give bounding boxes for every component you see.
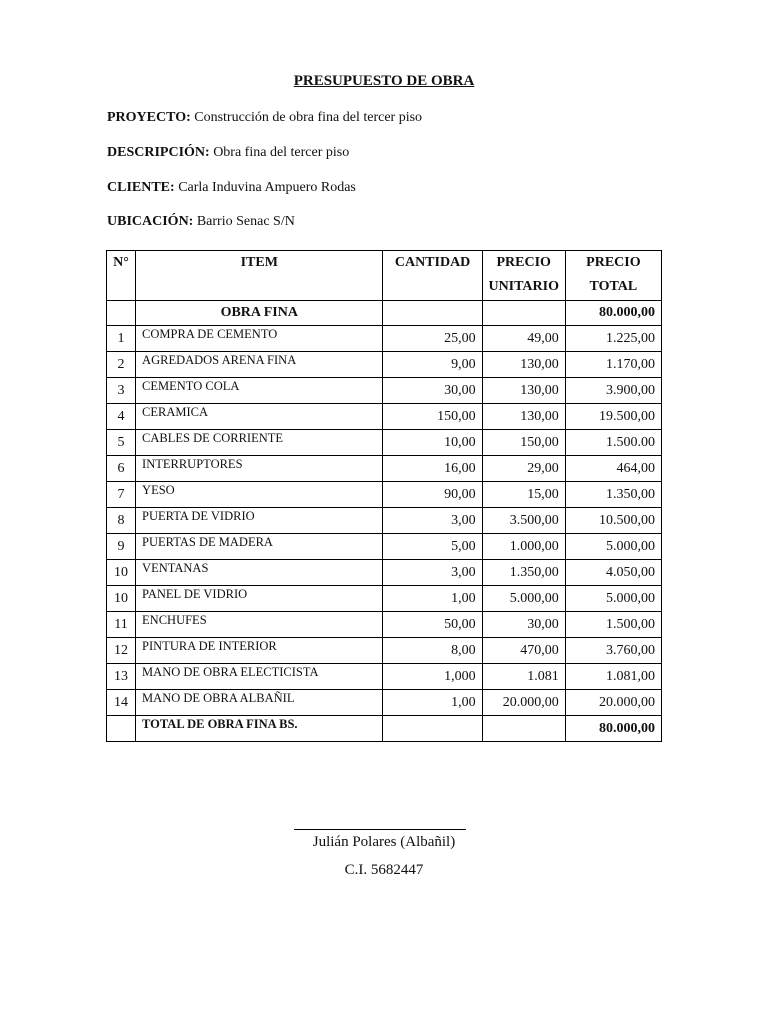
row-precio-unitario: 1.350,00 [482, 560, 565, 586]
row-number: 13 [107, 664, 136, 690]
table-row [107, 612, 662, 638]
header-precio-total-line2: TOTAL [589, 279, 638, 294]
row-precio-unitario: 130,00 [482, 378, 565, 404]
row-number: 9 [107, 534, 136, 560]
section-row [107, 301, 662, 326]
header-item: ITEM [136, 251, 383, 301]
table-row [107, 560, 662, 586]
row-item: INTERRUPTORES [136, 456, 383, 482]
row-number: 5 [107, 430, 136, 456]
description-value: Obra fina del tercer piso [213, 145, 350, 160]
project-line [107, 110, 422, 126]
row-precio-unitario: 130,00 [482, 352, 565, 378]
location-label: UBICACIÓN: [107, 214, 194, 229]
row-precio-total: 1.225,00 [565, 326, 661, 352]
row-item: PUERTA DE VIDRIO [136, 508, 383, 534]
table-row [107, 404, 662, 430]
table-row [107, 378, 662, 404]
row-cantidad: 9,00 [383, 352, 482, 378]
row-precio-total: 1.081,00 [565, 664, 661, 690]
row-number: 3 [107, 378, 136, 404]
row-precio-unitario: 130,00 [482, 404, 565, 430]
row-number: 6 [107, 456, 136, 482]
description-line [107, 145, 349, 161]
row-cantidad: 10,00 [383, 430, 482, 456]
row-number: 7 [107, 482, 136, 508]
project-value: Construcción de obra fina del tercer piso [194, 110, 423, 125]
client-value: Carla Induvina Ampuero Rodas [178, 180, 356, 195]
client-label: CLIENTE: [107, 180, 175, 195]
row-number: 12 [107, 638, 136, 664]
row-precio-unitario: 30,00 [482, 612, 565, 638]
section-label: OBRA FINA [136, 301, 383, 326]
signature-name: Julián Polares (Albañil) [312, 834, 456, 850]
row-cantidad: 1,000 [383, 664, 482, 690]
row-cantidad: 150,00 [383, 404, 482, 430]
row-cantidad: 30,00 [383, 378, 482, 404]
row-cantidad: 25,00 [383, 326, 482, 352]
row-item: YESO [136, 482, 383, 508]
row-item: VENTANAS [136, 560, 383, 586]
row-precio-unitario: 49,00 [482, 326, 565, 352]
row-precio-unitario: 1.081 [482, 664, 565, 690]
row-precio-unitario: 15,00 [482, 482, 565, 508]
row-cantidad: 8,00 [383, 638, 482, 664]
section-total: 80.000,00 [565, 301, 661, 326]
row-item: PANEL DE VIDRIO [136, 586, 383, 612]
row-item: COMPRA DE CEMENTO [136, 326, 383, 352]
row-precio-total: 3.900,00 [565, 378, 661, 404]
row-number: 14 [107, 690, 136, 716]
table-header-row [107, 251, 662, 301]
row-precio-total: 10.500,00 [565, 508, 661, 534]
row-precio-total: 464,00 [565, 456, 661, 482]
location-value: Barrio Senac S/N [196, 214, 295, 229]
row-item: CEMENTO COLA [136, 378, 383, 404]
row-item: CERAMICA [136, 404, 383, 430]
row-precio-unitario: 3.500,00 [482, 508, 565, 534]
row-precio-total: 19.500,00 [565, 404, 661, 430]
row-precio-total: 1.170,00 [565, 352, 661, 378]
row-number: 2 [107, 352, 136, 378]
footer-total: 80.000,00 [565, 716, 661, 742]
table-row [107, 690, 662, 716]
row-number: 1 [107, 326, 136, 352]
client-line [107, 180, 356, 196]
row-precio-total: 5.000,00 [565, 586, 661, 612]
table-row [107, 586, 662, 612]
row-item: ENCHUFES [136, 612, 383, 638]
row-precio-unitario: 20.000,00 [482, 690, 565, 716]
section-n [107, 301, 136, 326]
row-cantidad: 1,00 [383, 586, 482, 612]
footer-row [107, 716, 662, 742]
footer-cantidad [383, 716, 482, 742]
row-precio-total: 3.760,00 [565, 638, 661, 664]
row-precio-total: 1.500,00 [565, 612, 661, 638]
row-cantidad: 1,00 [383, 690, 482, 716]
row-precio-total: 1.500.00 [565, 430, 661, 456]
row-number: 8 [107, 508, 136, 534]
document-title: PRESUPUESTO DE OBRA [293, 73, 475, 89]
signature-line [294, 829, 466, 830]
description-label: DESCRIPCIÓN: [107, 145, 210, 160]
row-item: AGREDADOS ARENA FINA [136, 352, 383, 378]
row-cantidad: 90,00 [383, 482, 482, 508]
section-unitario [482, 301, 565, 326]
row-cantidad: 3,00 [383, 508, 482, 534]
row-precio-unitario: 1.000,00 [482, 534, 565, 560]
table-row [107, 352, 662, 378]
row-cantidad: 5,00 [383, 534, 482, 560]
project-label: PROYECTO: [107, 110, 191, 125]
table-row [107, 430, 662, 456]
row-item: MANO DE OBRA ALBAÑIL [136, 690, 383, 716]
header-precio-unitario [482, 251, 565, 301]
row-item: PUERTAS DE MADERA [136, 534, 383, 560]
section-cantidad [383, 301, 482, 326]
table-row [107, 508, 662, 534]
row-precio-unitario: 5.000,00 [482, 586, 565, 612]
row-cantidad: 3,00 [383, 560, 482, 586]
location-line [107, 214, 295, 230]
table-row [107, 326, 662, 352]
header-precio-total [565, 251, 661, 301]
row-number: 4 [107, 404, 136, 430]
header-cantidad: CANTIDAD [383, 251, 482, 301]
footer-label: TOTAL DE OBRA FINA BS. [136, 716, 383, 742]
row-precio-unitario: 470,00 [482, 638, 565, 664]
table-row [107, 534, 662, 560]
row-item: MANO DE OBRA ELECTICISTA [136, 664, 383, 690]
row-item: CABLES DE CORRIENTE [136, 430, 383, 456]
row-number: 10 [107, 560, 136, 586]
footer-unitario [482, 716, 565, 742]
table-row [107, 456, 662, 482]
signature-ci: C.I. 5682447 [344, 862, 424, 878]
row-number: 10 [107, 586, 136, 612]
table-row [107, 638, 662, 664]
header-precio-total-line1: PRECIO [586, 255, 641, 270]
row-cantidad: 16,00 [383, 456, 482, 482]
row-precio-unitario: 150,00 [482, 430, 565, 456]
footer-n [107, 716, 136, 742]
header-precio-unitario-line1: PRECIO [496, 255, 551, 270]
budget-table [106, 250, 662, 742]
row-precio-total: 20.000,00 [565, 690, 661, 716]
row-precio-total: 4.050,00 [565, 560, 661, 586]
header-n: N° [107, 251, 136, 301]
table-row [107, 482, 662, 508]
row-precio-total: 1.350,00 [565, 482, 661, 508]
row-precio-total: 5.000,00 [565, 534, 661, 560]
row-cantidad: 50,00 [383, 612, 482, 638]
row-item: PINTURA DE INTERIOR [136, 638, 383, 664]
table-row [107, 664, 662, 690]
row-precio-unitario: 29,00 [482, 456, 565, 482]
row-number: 11 [107, 612, 136, 638]
header-precio-unitario-line2: UNITARIO [488, 279, 559, 294]
